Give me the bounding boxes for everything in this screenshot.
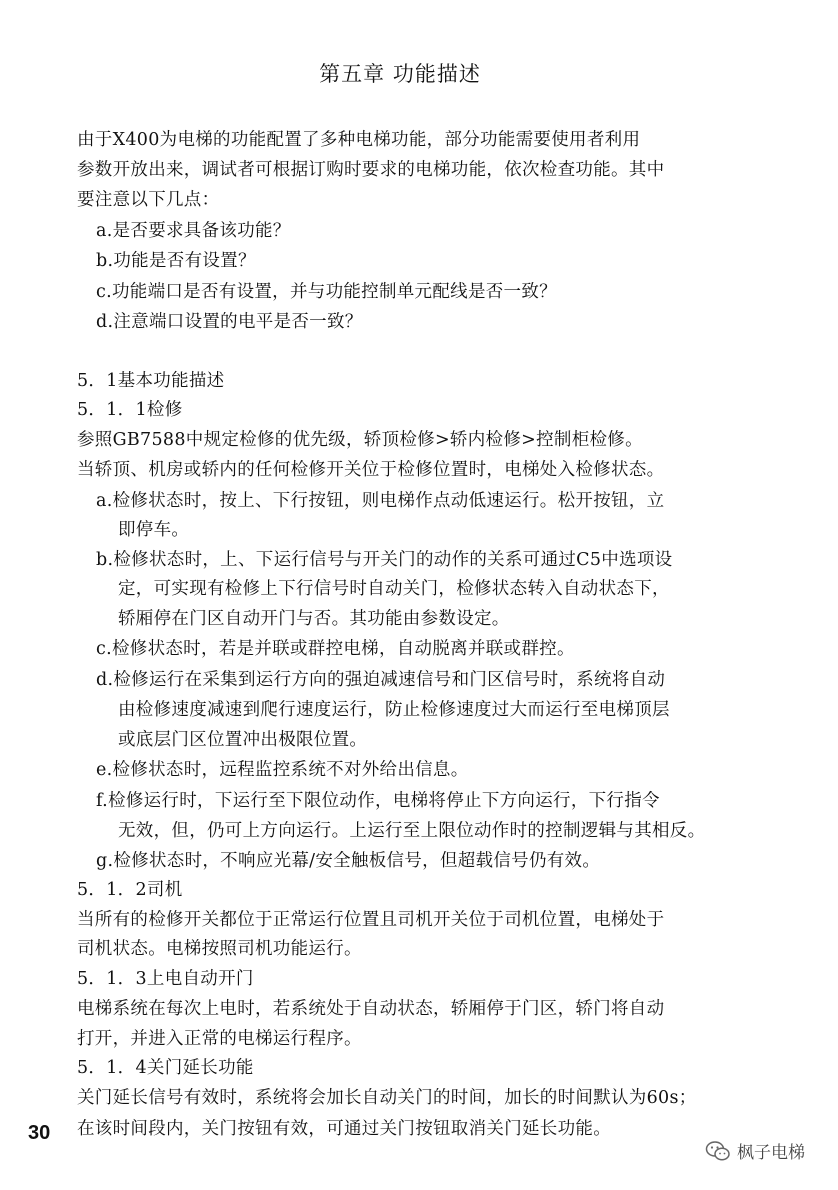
paragraph-line: 在该时间段内，关门按钮有效，可通过关门按钮取消关门延长功能。	[77, 1119, 611, 1139]
paragraph-line: 当所有的检修开关都位于正常运行位置且司机开关位于司机位置，电梯处于	[77, 910, 665, 930]
intro-item-a: a.是否要求具备该功能？	[96, 221, 291, 241]
intro-line: 要注意以下几点：	[77, 190, 220, 210]
intro-item-b: b.功能是否有设置？	[96, 251, 256, 271]
watermark	[705, 1138, 805, 1163]
subsection-heading-5-1-4: 5．1．4关门延长功能	[77, 1058, 254, 1078]
list-item-d-cont: 或底层门区位置冲出极限位置。	[118, 730, 368, 750]
page-number: 30	[28, 1122, 51, 1144]
subsection-heading-5-1-3: 5．1．3上电自动开门	[77, 969, 254, 989]
list-item-b-cont: 定，可实现有检修上下行信号时自动关门，检修状态转入自动状态下，	[118, 579, 670, 599]
list-item-a: a.检修状态时，按上、下行按钮，则电梯作点动低速运行。松开按钮，立	[96, 491, 665, 511]
paragraph-line: 关门延长信号有效时，系统将会加长自动关门的时间，加长的时间默认为60s；	[77, 1088, 697, 1108]
intro-item-d: d.注意端口设置的电平是否一致？	[96, 312, 363, 332]
paragraph-line: 参照GB7588中规定检修的优先级，轿顶检修>轿内检修>控制柜检修。	[77, 430, 643, 450]
paragraph-line: 电梯系统在每次上电时，若系统处于自动状态，轿厢停于门区，轿门将自动	[77, 999, 665, 1019]
chapter-title: 第五章 功能描述	[319, 62, 481, 86]
paragraph-line: 打开，并进入正常的电梯运行程序。	[77, 1029, 362, 1049]
list-item-d-cont: 由检修速度减速到爬行速度运行，防止检修速度过大而运行至电梯顶层	[118, 700, 670, 720]
list-item-b-cont: 轿厢停在门区自动开门与否。其功能由参数设定。	[118, 609, 510, 629]
list-item-a-cont: 即停车。	[118, 520, 190, 540]
paragraph-line: 当轿顶、机房或轿内的任何检修开关位于检修位置时，电梯处入检修状态。	[77, 460, 665, 480]
intro-line: 由于X400为电梯的功能配置了多种电梯功能，部分功能需要使用者利用	[77, 130, 641, 150]
list-item-c: c.检修状态时，若是并联或群控电梯，自动脱离并联或群控。	[96, 639, 575, 659]
list-item-b: b.检修状态时，上、下运行信号与开关门的动作的关系可通过C5中选项设	[96, 550, 673, 570]
list-item-e: e.检修状态时，远程监控系统不对外给出信息。	[96, 760, 469, 780]
list-item-g: g.检修状态时，不响应光幕/安全触板信号，但超载信号仍有效。	[96, 851, 601, 871]
subsection-heading-5-1-2: 5．1．2司机	[77, 880, 183, 900]
list-item-d: d.检修运行在采集到运行方向的强迫减速信号和门区信号时，系统将自动	[96, 670, 666, 690]
intro-line: 参数开放出来，调试者可根据订购时要求的电梯功能，依次检查功能。其中	[77, 160, 665, 180]
paragraph-line: 司机状态。电梯按照司机功能运行。	[77, 939, 362, 959]
section-heading-5-1: 5．1基本功能描述	[77, 371, 225, 391]
list-item-f: f.检修运行时，下运行至下限位动作，电梯将停止下方向运行，下行指令	[96, 791, 660, 811]
subsection-heading-5-1-1: 5．1．1检修	[77, 400, 183, 420]
intro-item-c: c.功能端口是否有设置，并与功能控制单元配线是否一致？	[96, 282, 557, 302]
watermark-text: 枫子电梯	[737, 1143, 805, 1163]
wechat-icon	[705, 1140, 731, 1162]
list-item-f-cont: 无效，但，仍可上方向运行。上运行至上限位动作时的控制逻辑与其相反。	[118, 821, 706, 841]
